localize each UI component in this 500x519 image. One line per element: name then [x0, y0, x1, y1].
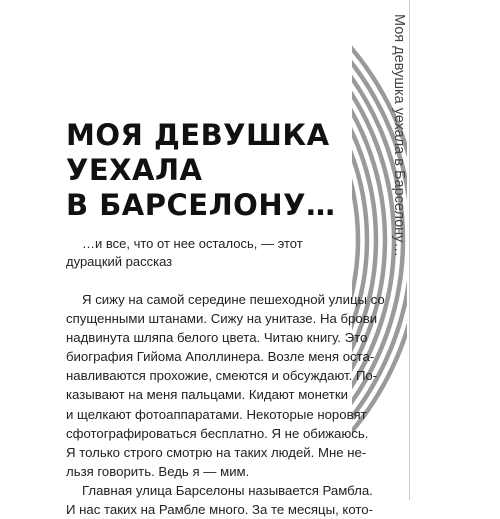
chapter-title — [66, 118, 346, 223]
text-line: казывают на меня пальцами. Кидают монетки — [66, 387, 348, 403]
margin-rule — [409, 0, 410, 500]
text-line: спущенными штанами. Сижу на унитазе. На брови — [66, 311, 378, 327]
text-line: и щелкают фотоаппаратами. Некоторые норовят — [66, 406, 367, 422]
text-line: сфотографироваться бесплатно. Я не обижаюсь. — [66, 425, 369, 441]
text-line: надвинута шляпа белого цвета. Читаю книгу. Это — [66, 330, 368, 346]
title-line: В БАРСЕЛОНУ… — [66, 188, 336, 222]
text-line: Я сижу на самой середине пешеходной улицы со — [82, 292, 385, 307]
text-line: Я только строго смотрю на таких людей. Мне не- — [66, 444, 367, 460]
title-line: УЕХАЛА — [66, 153, 203, 187]
text-line: биография Гийома Аполлинера. Возле меня оста- — [66, 349, 375, 365]
body-text — [66, 290, 385, 519]
epigraph: …и все, что от нее осталось, — этот дурацкий рассказ — [66, 236, 303, 269]
text-line: льзя говорить. Ведь я — мим. — [66, 463, 250, 479]
text-line: Главная улица Барселоны называется Рамбла. — [82, 482, 373, 498]
text-line: И нас таких на Рамбле много. За те месяцы, кото- — [66, 502, 373, 518]
running-head: Моя девушка уехала в Барселону… — [391, 14, 407, 257]
ring-arc — [352, 4, 358, 476]
text-line: навливаются прохожие, смеются и обсуждают. По- — [66, 368, 378, 384]
title-line: МОЯ ДЕВУШКА — [66, 118, 330, 152]
